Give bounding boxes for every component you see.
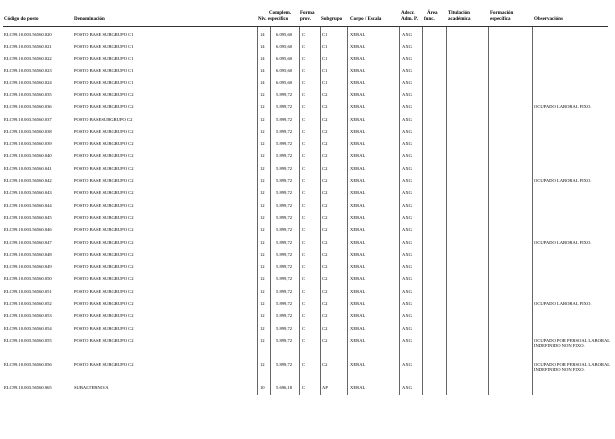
corpo-cell: XERAL bbox=[350, 362, 366, 367]
codigo-cell: ELC99.10.003.56560.044 bbox=[4, 203, 52, 208]
complemento-cell: 5.899,72 bbox=[276, 178, 293, 183]
forma-cell: C bbox=[302, 92, 306, 97]
adscr-cell: AXG bbox=[402, 32, 412, 37]
subgrupo-cell: C1 bbox=[322, 68, 328, 73]
subgrupo-cell: C1 bbox=[322, 56, 328, 61]
subgrupo-cell: C2 bbox=[322, 276, 328, 281]
complemento-cell: 5.899,72 bbox=[276, 240, 293, 245]
complemento-cell: 5.899,72 bbox=[276, 313, 293, 318]
forma-cell: C bbox=[302, 141, 306, 146]
corpo-cell: XERAL bbox=[350, 80, 366, 85]
denominacion-cell: POSTO BASE SUBGRUPO C2 bbox=[74, 326, 134, 331]
nivel-cell: 12 bbox=[260, 362, 265, 367]
subgrupo-cell: C2 bbox=[322, 301, 328, 306]
denominacion-cell: POSTO BASE SUBGRUPO C2 bbox=[74, 104, 134, 109]
codigo-cell: ELC99.10.003.56560.052 bbox=[4, 301, 52, 306]
header-nivel bbox=[258, 11, 291, 23]
forma-cell: C bbox=[302, 153, 306, 158]
codigo-cell: ELC99.10.003.56560.045 bbox=[4, 215, 52, 220]
nivel-cell: 12 bbox=[260, 264, 265, 269]
adscr-cell: AXG bbox=[402, 227, 412, 232]
forma-cell: C bbox=[302, 56, 306, 61]
corpo-cell: XERAL bbox=[350, 240, 366, 245]
nivel-cell: 12 bbox=[260, 129, 265, 134]
complemento-cell: 5.899,72 bbox=[276, 252, 293, 257]
subgrupo-cell: C2 bbox=[322, 104, 328, 109]
nivel-cell: 12 bbox=[260, 276, 265, 281]
nivel-cell: 12 bbox=[260, 104, 265, 109]
corpo-cell: XERAL bbox=[350, 153, 366, 158]
adscr-cell: AXG bbox=[402, 190, 412, 195]
corpo-cell: XERAL bbox=[350, 338, 366, 343]
header-denominacion: Denominación bbox=[74, 17, 105, 22]
nivel-cell: 14 bbox=[260, 80, 265, 85]
observacions-cell: OCUPADO LABORAL FIXO. bbox=[534, 240, 592, 245]
adscr-cell: AXG bbox=[402, 252, 412, 257]
corpo-cell: XERAL bbox=[350, 166, 366, 171]
denominacion-cell: POSTO BASE SUBGRUPO C2 bbox=[74, 240, 134, 245]
subgrupo-cell: C2 bbox=[322, 313, 328, 318]
adscr-cell: AXG bbox=[402, 362, 412, 367]
subgrupo-cell: C2 bbox=[322, 264, 328, 269]
forma-cell: C bbox=[302, 289, 306, 294]
header-area bbox=[424, 11, 437, 23]
column-divider bbox=[270, 27, 271, 395]
denominacion-cell: POSTO BASE SUBGRUPO C2 bbox=[74, 166, 134, 171]
adscr-cell: AXG bbox=[402, 276, 412, 281]
forma-cell: C bbox=[302, 104, 306, 109]
complemento-cell: 6.095,60 bbox=[276, 44, 293, 49]
codigo-cell: ELC99.10.003.56560.042 bbox=[4, 178, 52, 183]
denominacion-cell: POSTO BASE SUBGRUPO C2 bbox=[74, 215, 134, 220]
denominacion-cell: POSTO BASE SUBGRUPO C1 bbox=[74, 56, 134, 61]
forma-cell: C bbox=[302, 203, 306, 208]
adscr-cell: AXG bbox=[402, 56, 412, 61]
denominacion-cell: POSTO BASE SUBGRUPO C2 bbox=[74, 264, 134, 269]
forma-cell: C bbox=[302, 240, 306, 245]
adscr-cell: AXG bbox=[402, 240, 412, 245]
header-codigo: Código do posto bbox=[4, 17, 39, 22]
forma-cell: C bbox=[302, 276, 306, 281]
codigo-cell: ELC99.10.003.56560.035 bbox=[4, 92, 52, 97]
codigo-cell: ELC99.10.003.56560.049 bbox=[4, 264, 52, 269]
header-forma-line2: prov. bbox=[300, 17, 311, 22]
observacions-cell: OCUPADO LABORAL FIXO. bbox=[534, 178, 592, 183]
nivel-cell: 12 bbox=[260, 240, 265, 245]
header-forma-line1: Forma bbox=[300, 11, 315, 16]
subgrupo-cell: C2 bbox=[322, 129, 328, 134]
nivel-cell: 12 bbox=[260, 141, 265, 146]
nivel-cell: 12 bbox=[260, 178, 265, 183]
header-adscr-line1: Adscr. bbox=[401, 11, 415, 16]
header-corpo: Corpo / Escala bbox=[350, 17, 382, 22]
adscr-cell: AXG bbox=[402, 104, 412, 109]
complemento-cell: 5.899,72 bbox=[276, 141, 293, 146]
nivel-cell: 12 bbox=[260, 92, 265, 97]
denominacion-cell: POSTO BASE SUBGRUPO C2 bbox=[74, 338, 134, 343]
adscr-cell: AXG bbox=[402, 117, 412, 122]
nivel-cell: 12 bbox=[260, 166, 265, 171]
adscr-cell: AXG bbox=[402, 203, 412, 208]
column-divider bbox=[347, 27, 348, 395]
corpo-cell: XERAL bbox=[350, 68, 366, 73]
subgrupo-cell: C2 bbox=[322, 240, 328, 245]
adscr-cell: AXG bbox=[402, 326, 412, 331]
subgrupo-cell: C2 bbox=[322, 178, 328, 183]
nivel-cell: 12 bbox=[260, 190, 265, 195]
corpo-cell: XERAL bbox=[350, 385, 366, 390]
forma-cell: C bbox=[302, 129, 306, 134]
header-titulacion bbox=[448, 11, 471, 23]
denominacion-cell: POSTO BASESUBGRUPO C2 bbox=[74, 117, 133, 122]
complemento-cell: 5.899,72 bbox=[276, 326, 293, 331]
denominacion-cell: POSTO BASE SUBGRUPO C2 bbox=[74, 129, 134, 134]
denominacion-cell: SUBALTERNO/A bbox=[74, 385, 109, 390]
forma-cell: C bbox=[302, 227, 306, 232]
subgrupo-cell: C1 bbox=[322, 44, 328, 49]
codigo-cell: ELC99.10.003.56560.037 bbox=[4, 117, 52, 122]
subgrupo-cell: C2 bbox=[322, 190, 328, 195]
forma-cell: C bbox=[302, 313, 306, 318]
header-formacion-line1: Formación bbox=[490, 11, 514, 16]
complemento-cell: 5.899,72 bbox=[276, 338, 293, 343]
complemento-cell: 5.899,72 bbox=[276, 227, 293, 232]
forma-cell: C bbox=[302, 264, 306, 269]
header-formacion bbox=[490, 11, 513, 23]
nivel-cell: 12 bbox=[260, 227, 265, 232]
complemento-cell: 5.899,72 bbox=[276, 301, 293, 306]
corpo-cell: XERAL bbox=[350, 92, 366, 97]
corpo-cell: XERAL bbox=[350, 215, 366, 220]
adscr-cell: AXG bbox=[402, 166, 412, 171]
subgrupo-cell: C2 bbox=[322, 153, 328, 158]
header-formacion-line2: específica bbox=[490, 17, 511, 22]
header-titulacion-line1: Titulación bbox=[448, 11, 470, 16]
forma-cell: C bbox=[302, 362, 306, 367]
complemento-cell: 6.095,60 bbox=[276, 68, 293, 73]
corpo-cell: XERAL bbox=[350, 313, 366, 318]
codigo-cell: ELC99.10.003.56560.040 bbox=[4, 153, 52, 158]
forma-cell: C bbox=[302, 32, 306, 37]
forma-cell: C bbox=[302, 117, 306, 122]
nivel-cell: 10 bbox=[260, 385, 265, 390]
nivel-cell: 14 bbox=[260, 68, 265, 73]
subgrupo-cell: C2 bbox=[322, 215, 328, 220]
forma-cell: C bbox=[302, 178, 306, 183]
corpo-cell: XERAL bbox=[350, 326, 366, 331]
header-area-line1: Área bbox=[427, 11, 438, 16]
complemento-cell: 5.899,72 bbox=[276, 264, 293, 269]
subgrupo-cell: C2 bbox=[322, 227, 328, 232]
codigo-cell: ELC99.10.003.56560.036 bbox=[4, 104, 52, 109]
adscr-cell: AXG bbox=[402, 80, 412, 85]
forma-cell: C bbox=[302, 166, 306, 171]
column-divider bbox=[257, 27, 258, 395]
nivel-cell: 14 bbox=[260, 56, 265, 61]
adscr-cell: AXG bbox=[402, 44, 412, 49]
observacions-cell: OCUPADO POR PERSOAL LABORAL INDEFINIDO NON FIXO. bbox=[534, 338, 610, 349]
codigo-cell: ELC99.10.003.56560.056 bbox=[4, 362, 52, 367]
header-nivel-line2: Niv. específico bbox=[258, 17, 289, 22]
codigo-cell: ELC99.10.003.56560.048 bbox=[4, 252, 52, 257]
subgrupo-cell: C2 bbox=[322, 141, 328, 146]
corpo-cell: XERAL bbox=[350, 141, 366, 146]
denominacion-cell: POSTO BASE SUBGRUPO C2 bbox=[74, 153, 134, 158]
codigo-cell: ELC99.10.003.56560.024 bbox=[4, 80, 52, 85]
complemento-cell: 6.095,60 bbox=[276, 32, 293, 37]
denominacion-cell: POSTO BASE SUBGRUPO C2 bbox=[74, 276, 134, 281]
adscr-cell: AXG bbox=[402, 141, 412, 146]
nivel-cell: 12 bbox=[260, 153, 265, 158]
corpo-cell: XERAL bbox=[350, 252, 366, 257]
nivel-cell: 12 bbox=[260, 117, 265, 122]
adscr-cell: AXG bbox=[402, 215, 412, 220]
complemento-cell: 5.899,72 bbox=[276, 153, 293, 158]
codigo-cell: ELC99.10.003.56560.023 bbox=[4, 68, 52, 73]
column-divider bbox=[422, 27, 423, 395]
corpo-cell: XERAL bbox=[350, 44, 366, 49]
header-observacions: Observacións bbox=[534, 17, 563, 22]
corpo-cell: XERAL bbox=[350, 56, 366, 61]
forma-cell: C bbox=[302, 44, 306, 49]
denominacion-cell: POSTO BASE SUBGRUPO C2 bbox=[74, 227, 134, 232]
complemento-cell: 6.095,60 bbox=[276, 56, 293, 61]
corpo-cell: XERAL bbox=[350, 32, 366, 37]
codigo-cell: ELC99.10.003.56560.021 bbox=[4, 44, 52, 49]
codigo-cell: ELC99.10.003.56560.065 bbox=[4, 385, 52, 390]
corpo-cell: XERAL bbox=[350, 276, 366, 281]
subgrupo-cell: C2 bbox=[322, 289, 328, 294]
subgrupo-cell: C2 bbox=[322, 252, 328, 257]
codigo-cell: ELC99.10.003.56560.055 bbox=[4, 338, 52, 343]
forma-cell: C bbox=[302, 68, 306, 73]
nivel-cell: 12 bbox=[260, 313, 265, 318]
subgrupo-cell: AP bbox=[322, 385, 328, 390]
corpo-cell: XERAL bbox=[350, 301, 366, 306]
forma-cell: C bbox=[302, 252, 306, 257]
adscr-cell: AXG bbox=[402, 301, 412, 306]
codigo-cell: ELC99.10.003.56560.039 bbox=[4, 141, 52, 146]
complemento-cell: 5.899,72 bbox=[276, 166, 293, 171]
codigo-cell: ELC99.10.003.56560.047 bbox=[4, 240, 52, 245]
adscr-cell: AXG bbox=[402, 313, 412, 318]
subgrupo-cell: C2 bbox=[322, 92, 328, 97]
column-divider bbox=[446, 27, 447, 395]
denominacion-cell: POSTO BASE SUBGRUPO C2 bbox=[74, 203, 134, 208]
denominacion-cell: POSTO BASE SUBGRUPO C1 bbox=[74, 44, 134, 49]
nivel-cell: 14 bbox=[260, 32, 265, 37]
codigo-cell: ELC99.10.003.56560.051 bbox=[4, 289, 52, 294]
denominacion-cell: POSTO BASE SUBGRUPO C2 bbox=[74, 178, 134, 183]
denominacion-cell: POSTO BASE SUBGRUPO C1 bbox=[74, 68, 134, 73]
denominacion-cell: POSTO BASE SUBGRUPO C2 bbox=[74, 92, 134, 97]
forma-cell: C bbox=[302, 338, 306, 343]
denominacion-cell: POSTO BASE SUBGRUPO C2 bbox=[74, 362, 134, 367]
nivel-cell: 12 bbox=[260, 252, 265, 257]
nivel-cell: 12 bbox=[260, 203, 265, 208]
column-divider bbox=[488, 27, 489, 395]
denominacion-cell: POSTO BASE SUBGRUPO C2 bbox=[74, 313, 134, 318]
denominacion-cell: POSTO BASE SUBGRUPO C2 bbox=[74, 252, 134, 257]
corpo-cell: XERAL bbox=[350, 227, 366, 232]
subgrupo-cell: C2 bbox=[322, 338, 328, 343]
observacions-cell: OCUPADO LABORAL FIXO. bbox=[534, 301, 592, 306]
corpo-cell: XERAL bbox=[350, 264, 366, 269]
complemento-cell: 6.095,60 bbox=[276, 80, 293, 85]
codigo-cell: ELC99.10.003.56560.053 bbox=[4, 313, 52, 318]
corpo-cell: XERAL bbox=[350, 178, 366, 183]
observacions-cell: OCUPADO POR PERSOAL LABORAL INDEFINIDO NON FIXO. bbox=[534, 362, 610, 373]
complemento-cell: 5.899,72 bbox=[276, 190, 293, 195]
complemento-cell: 5.899,72 bbox=[276, 203, 293, 208]
codigo-cell: ELC99.10.003.56560.020 bbox=[4, 32, 52, 37]
subgrupo-cell: C1 bbox=[322, 80, 328, 85]
adscr-cell: AXG bbox=[402, 153, 412, 158]
denominacion-cell: POSTO BASE SUBGRUPO C1 bbox=[74, 80, 134, 85]
complemento-cell: 5.696,18 bbox=[276, 385, 293, 390]
header-adscr-line2: Adm. P. bbox=[401, 17, 418, 22]
nivel-cell: 12 bbox=[260, 289, 265, 294]
complemento-cell: 5.899,72 bbox=[276, 129, 293, 134]
denominacion-cell: POSTO BASE SUBGRUPO C2 bbox=[74, 190, 134, 195]
column-divider bbox=[532, 27, 533, 395]
column-divider bbox=[299, 27, 300, 395]
subgrupo-cell: C2 bbox=[322, 166, 328, 171]
subgrupo-cell: C2 bbox=[322, 117, 328, 122]
adscr-cell: AXG bbox=[402, 129, 412, 134]
header-subgrupo: Subgrupo bbox=[321, 17, 343, 22]
subgrupo-cell: C2 bbox=[322, 362, 328, 367]
observacions-cell: OCUPADO LABORAL FIXO. bbox=[534, 104, 592, 109]
corpo-cell: XERAL bbox=[350, 190, 366, 195]
adscr-cell: AXG bbox=[402, 385, 412, 390]
corpo-cell: XERAL bbox=[350, 117, 366, 122]
subgrupo-cell: C2 bbox=[322, 203, 328, 208]
corpo-cell: XERAL bbox=[350, 289, 366, 294]
forma-cell: C bbox=[302, 190, 306, 195]
denominacion-cell: POSTO BASE SUBGRUPO C2 bbox=[74, 301, 134, 306]
forma-cell: C bbox=[302, 215, 306, 220]
complemento-cell: 5.899,72 bbox=[276, 104, 293, 109]
nivel-cell: 12 bbox=[260, 301, 265, 306]
nivel-cell: 12 bbox=[260, 326, 265, 331]
complemento-cell: 5.899,72 bbox=[276, 117, 293, 122]
codigo-cell: ELC99.10.003.56560.054 bbox=[4, 326, 52, 331]
nivel-cell: 12 bbox=[260, 215, 265, 220]
adscr-cell: AXG bbox=[402, 338, 412, 343]
corpo-cell: XERAL bbox=[350, 129, 366, 134]
column-divider bbox=[320, 27, 321, 395]
codigo-cell: ELC99.10.003.56560.038 bbox=[4, 129, 52, 134]
header-area-line2: func. bbox=[424, 17, 435, 22]
complemento-cell: 5.899,72 bbox=[276, 215, 293, 220]
corpo-cell: XERAL bbox=[350, 104, 366, 109]
column-divider bbox=[399, 27, 400, 395]
adscr-cell: AXG bbox=[402, 92, 412, 97]
adscr-cell: AXG bbox=[402, 68, 412, 73]
codigo-cell: ELC99.10.003.56560.043 bbox=[4, 190, 52, 195]
header-forma bbox=[300, 11, 314, 23]
complemento-cell: 5.899,72 bbox=[276, 362, 293, 367]
forma-cell: C bbox=[302, 326, 306, 331]
header-adscr bbox=[401, 11, 418, 23]
header-titulacion-line2: académica bbox=[448, 17, 471, 22]
forma-cell: C bbox=[302, 385, 306, 390]
adscr-cell: AXG bbox=[402, 264, 412, 269]
forma-cell: C bbox=[302, 80, 306, 85]
corpo-cell: XERAL bbox=[350, 203, 366, 208]
codigo-cell: ELC99.10.003.56560.046 bbox=[4, 227, 52, 232]
forma-cell: C bbox=[302, 301, 306, 306]
codigo-cell: ELC99.10.003.56560.022 bbox=[4, 56, 52, 61]
codigo-cell: ELC99.10.003.56560.050 bbox=[4, 276, 52, 281]
subgrupo-cell: C1 bbox=[322, 32, 328, 37]
denominacion-cell: POSTO BASE SUBGRUPO C2 bbox=[74, 141, 134, 146]
complemento-cell: 5.899,72 bbox=[276, 289, 293, 294]
codigo-cell: ELC99.10.003.56560.041 bbox=[4, 166, 52, 171]
adscr-cell: AXG bbox=[402, 289, 412, 294]
denominacion-cell: POSTO BASE SUBGRUPO C1 bbox=[74, 32, 134, 37]
subgrupo-cell: C2 bbox=[322, 326, 328, 331]
header-rule bbox=[3, 26, 608, 27]
adscr-cell: AXG bbox=[402, 178, 412, 183]
complemento-cell: 5.899,72 bbox=[276, 276, 293, 281]
header-nivel-line1: Complem. bbox=[269, 11, 292, 16]
nivel-cell: 14 bbox=[260, 44, 265, 49]
complemento-cell: 5.899,72 bbox=[276, 92, 293, 97]
denominacion-cell: POSTO BASE SUBGRUPO C2 bbox=[74, 289, 134, 294]
nivel-cell: 12 bbox=[260, 338, 265, 343]
